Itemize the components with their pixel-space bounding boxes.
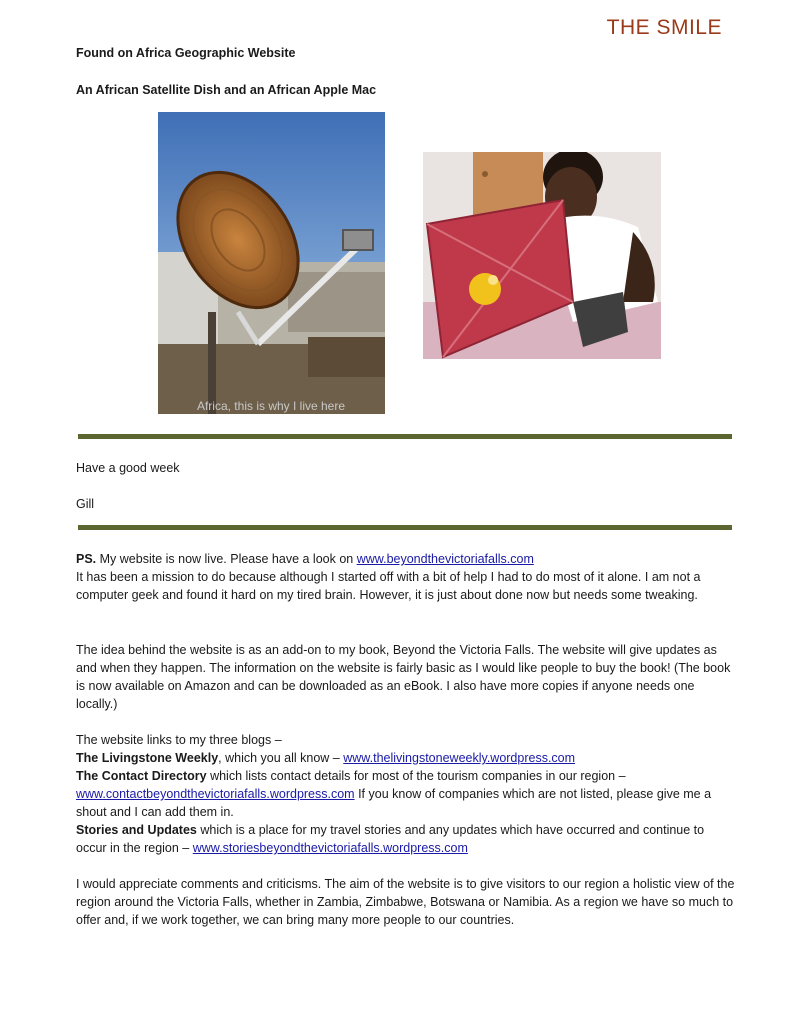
satellite-dish-illustration [158,112,385,414]
satellite-dish-photo [158,112,385,414]
divider-top [78,434,732,439]
blog-link-contact[interactable]: www.contactbeyondthevictoriafalls.wordpress.com [76,787,355,801]
closing-paragraph: I would appreciate comments and criticisms. The aim of the website is to give visitors to our region a holistic view of the region around the Victoria Falls, whether in Zambia, Zimbabwe, Botswana or Namibia. As a region we have so much to offer and, if we work together, we can bring many more people to our countries. [76,877,735,927]
idea-paragraph: The idea behind the website is as an add-on to my book, Beyond the Victoria Falls. The website will give updates as and when they happen. The information on the website is fairly basic as I would like people to buy the book! (The book is now available on Amazon and can be downloaded as an eBook. I also have more copies if anyone needs one locally.) [76,643,731,711]
dish-watermark: Africa, this is why I live here [196,399,346,413]
ps-text: My website is now live. Please have a look on [96,552,357,566]
source-caption: Found on Africa Geographic Website [76,46,296,60]
blog-name-contact: The Contact Directory [76,769,207,783]
blog-link-livingstone[interactable]: www.thelivingstoneweekly.wordpress.com [343,751,576,765]
ps-body: It has been a mission to do because although I started off with a bit of help I had to do most of it alone. I am not a computer geek and found it hard on my tired brain. However, it is just about done now but needs some tweaking. [76,570,701,602]
blog-tail-contact: If you know of companies which are not listed, please give me a shout and I can add them in. [76,787,712,819]
blog-link-stories[interactable]: www.storiesbeyondthevictoriafalls.wordpress.com [192,841,468,855]
ps-paragraph [76,550,736,604]
ps-lead: PS. [76,552,97,566]
blog-name-stories: Stories and Updates [76,823,197,837]
greeting: Have a good week [76,461,180,475]
subject-caption: An African Satellite Dish and an African Apple Mac [76,83,377,97]
divider-bottom [78,525,732,530]
page-header-title: THE SMILE [606,16,722,39]
blogs-intro: The website links to my three blogs – [76,733,282,747]
signature: Gill [76,497,95,511]
blog-desc-stories: which is a place for my travel stories and any updates which have occurred and continue to occur in the region – [76,823,705,855]
blog-name-livingstone: The Livingstone Weekly [76,751,219,765]
blog-desc-livingstone: , which you all know – [218,751,344,765]
apple-mac-illustration [423,152,661,359]
blog-desc-contact: which lists contact details for most of the tourism companies in our region – [206,769,626,783]
blogs-paragraph [76,731,736,857]
website-link[interactable]: www.beyondthevictoriafalls.com [356,552,534,566]
apple-mac-photo [423,152,661,359]
